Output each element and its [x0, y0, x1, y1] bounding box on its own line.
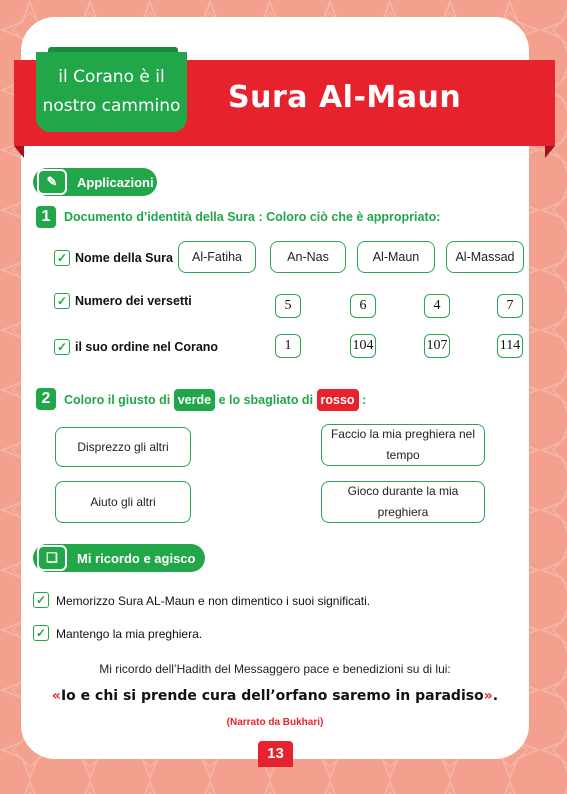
applicazioni-header — [33, 168, 157, 196]
question-1-number: 1 — [36, 206, 56, 228]
check-icon: ✓ — [54, 339, 70, 355]
reminder-item-2: Mantengo la mia preghiera. — [56, 627, 203, 641]
page-number: 13 — [258, 741, 293, 767]
ribbon-fold-left — [14, 146, 24, 158]
quote-end: . — [492, 688, 499, 704]
statement-aiuto[interactable]: Aiuto gli altri — [55, 481, 191, 523]
applicazioni-label: Applicazioni — [77, 174, 154, 190]
option-verses-7[interactable]: 7 — [497, 294, 523, 318]
hadith-quote — [21, 688, 529, 704]
chapter-tab-line1: il Corano è il — [58, 67, 165, 87]
question-1-text: Documento d’identità della Sura : Coloro ciò che è appropriato: — [64, 210, 441, 224]
hadith-intro: Mi ricordo dell’Hadith del Messaggero pace e benedizioni su di lui: — [99, 662, 451, 676]
row-label-numero: Numero dei versetti — [75, 294, 192, 308]
mi-ricordo-header — [33, 544, 205, 572]
row-label-ordine: il suo ordine nel Corano — [75, 340, 219, 354]
check-icon: ✓ — [33, 625, 49, 641]
chapter-tab — [36, 52, 187, 132]
check-icon: ✓ — [54, 293, 70, 309]
option-order-1[interactable]: 1 — [275, 334, 301, 358]
pencil-icon: ✎ — [37, 169, 67, 195]
quote-text: Io e chi si prende cura dell’orfano saremo in paradiso — [60, 688, 484, 704]
quote-close: » — [483, 688, 493, 704]
green-word-tag: verde — [174, 389, 215, 411]
red-word-tag: rosso — [317, 389, 359, 411]
question-2-text — [64, 389, 366, 411]
option-verses-5[interactable]: 5 — [275, 294, 301, 318]
check-icon: ✓ — [54, 250, 70, 266]
page-title: Sura Al-Maun — [228, 80, 462, 115]
option-order-114[interactable]: 114 — [497, 334, 523, 358]
option-al-maun[interactable]: Al-Maun — [357, 241, 435, 273]
statement-disprezzo[interactable]: Disprezzo gli altri — [55, 427, 191, 467]
chapter-tab-line2: nostro cammino — [42, 96, 181, 116]
quote-open: « — [51, 688, 61, 704]
question-2-text-after: : — [362, 393, 367, 407]
row-label-nome: Nome della Sura — [75, 251, 173, 265]
ribbon-fold-right — [545, 146, 555, 158]
option-order-107[interactable]: 107 — [424, 334, 450, 358]
question-2-text-before: Coloro il giusto di — [64, 393, 171, 407]
option-verses-4[interactable]: 4 — [424, 294, 450, 318]
hadith-source: (Narrato da Bukhari) — [226, 717, 324, 728]
mi-ricordo-label: Mi ricordo e agisco — [77, 550, 196, 566]
option-al-fatiha[interactable]: Al-Fatiha — [178, 241, 256, 273]
question-2-number: 2 — [36, 388, 56, 410]
option-verses-6[interactable]: 6 — [350, 294, 376, 318]
option-al-massad[interactable]: Al-Massad — [446, 241, 524, 273]
question-2-text-middle: e lo sbagliato di — [218, 393, 314, 407]
statement-gioco[interactable]: Gioco durante la mia preghiera — [321, 481, 485, 523]
option-order-104[interactable]: 104 — [350, 334, 376, 358]
book-icon: ❏ — [37, 545, 67, 571]
statement-preghiera-tempo[interactable]: Faccio la mia preghiera nel tempo — [321, 424, 485, 466]
reminder-item-1: Memorizzo Sura AL-Maun e non dimentico i suoi significati. — [56, 594, 371, 608]
check-icon: ✓ — [33, 592, 49, 608]
option-an-nas[interactable]: An-Nas — [270, 241, 346, 273]
